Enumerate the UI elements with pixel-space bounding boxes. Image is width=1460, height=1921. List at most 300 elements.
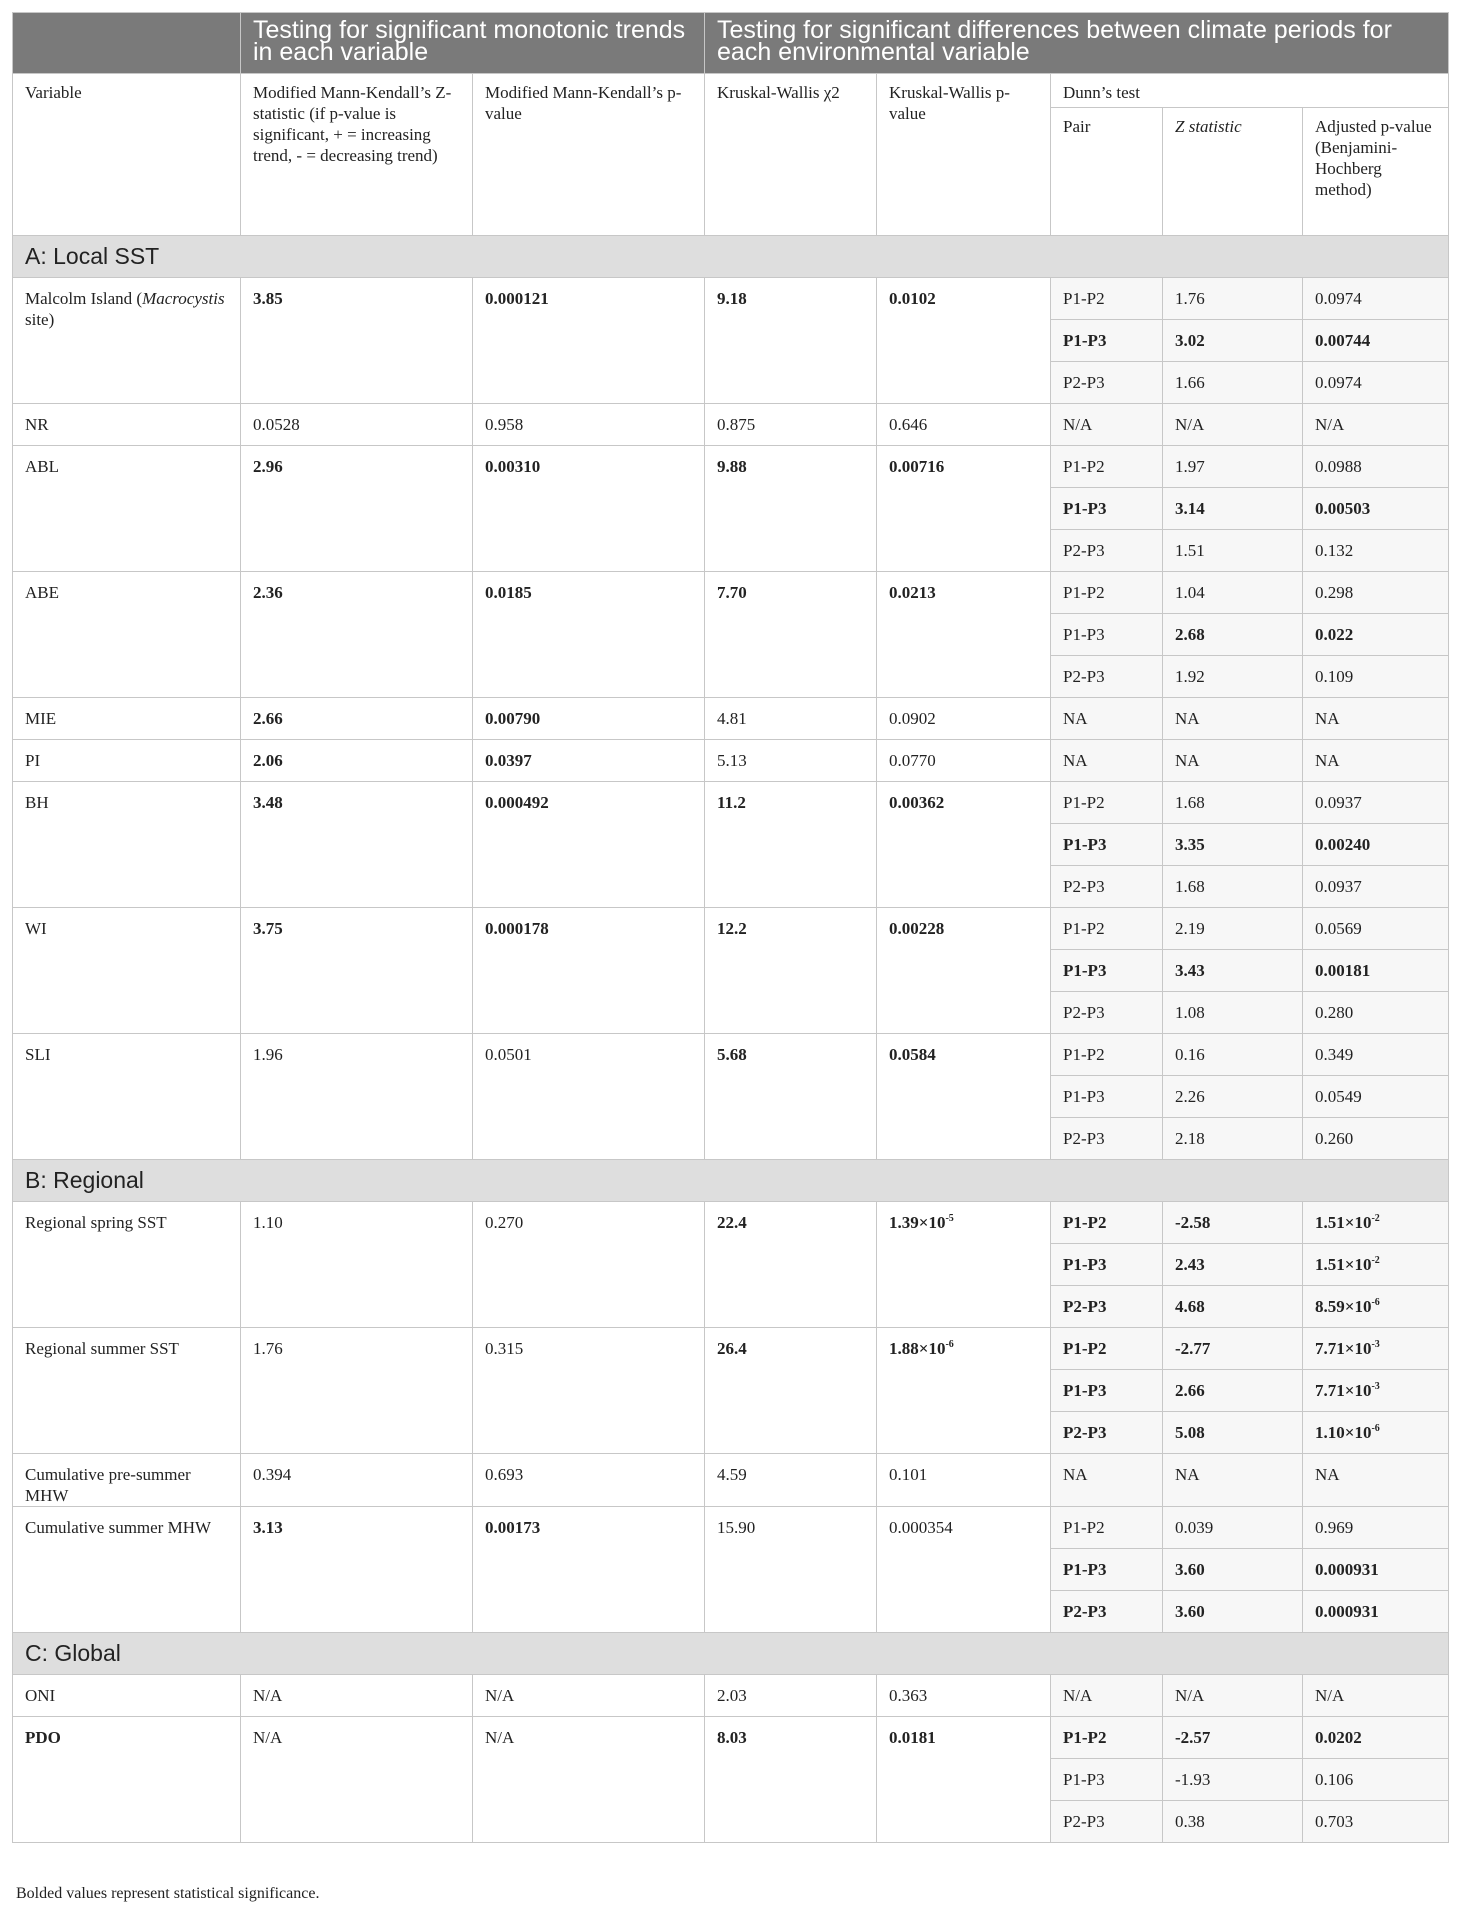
kw-chi-cell: 0.875 bbox=[705, 404, 877, 446]
kw-chi-value: 5.68 bbox=[717, 1045, 747, 1064]
mk-z-cell bbox=[241, 278, 473, 404]
dunn-pair-value: P1-P3 bbox=[1063, 835, 1107, 854]
dunn-pair bbox=[1051, 1202, 1163, 1244]
mk-z-cell bbox=[241, 740, 473, 782]
kw-chi-value: 9.18 bbox=[717, 289, 747, 308]
dunn-z bbox=[1163, 488, 1303, 530]
variable-cell: MIE bbox=[13, 698, 241, 740]
dunn-p-exponent: -2 bbox=[1371, 1255, 1380, 1266]
dunn-pair: P1-P3 bbox=[1051, 1759, 1163, 1801]
dunn-z: NA bbox=[1163, 740, 1303, 782]
dunn-pair: NA bbox=[1051, 740, 1163, 782]
dunn-z bbox=[1163, 1202, 1303, 1244]
mk-z-cell: 1.96 bbox=[241, 1034, 473, 1160]
kw-p-value bbox=[889, 1213, 954, 1232]
dunn-p bbox=[1303, 320, 1449, 362]
table-row bbox=[13, 1675, 1449, 1717]
dunn-pair bbox=[1051, 1549, 1163, 1591]
variable-name-tail: site) bbox=[25, 310, 55, 329]
dunn-p: 0.260 bbox=[1303, 1118, 1449, 1160]
kw-chi-value: 9.88 bbox=[717, 457, 747, 476]
table-row bbox=[13, 1034, 1449, 1076]
mk-z-value: 2.66 bbox=[253, 709, 283, 728]
kw-p-cell bbox=[877, 1717, 1051, 1843]
dunn-z-value: 3.60 bbox=[1175, 1602, 1205, 1621]
table-row bbox=[13, 1454, 1449, 1507]
col-header-mk-z: Modified Mann-Kendall’s Z-statistic (if p-value is significant, + = increasing trend, - = decreasing trend) bbox=[241, 74, 473, 236]
mk-p-cell: 0.693 bbox=[473, 1454, 705, 1507]
col-header-adj-p: Adjusted p-value (Benjamini-Hochberg method) bbox=[1303, 108, 1449, 236]
dunn-p bbox=[1303, 1202, 1449, 1244]
mk-p-cell bbox=[473, 572, 705, 698]
kw-p-cell: 0.363 bbox=[877, 1675, 1051, 1717]
dunn-pair-value: P1-P2 bbox=[1063, 1213, 1107, 1232]
dunn-p bbox=[1303, 950, 1449, 992]
kw-p-cell: 0.101 bbox=[877, 1454, 1051, 1507]
dunn-z-value: -2.58 bbox=[1175, 1213, 1211, 1232]
dunn-z: 1.08 bbox=[1163, 992, 1303, 1034]
dunn-pair bbox=[1051, 824, 1163, 866]
section-label-b: B: Regional bbox=[13, 1160, 1449, 1202]
kw-p-cell bbox=[877, 446, 1051, 572]
kw-chi-value: 12.2 bbox=[717, 919, 747, 938]
dunn-z bbox=[1163, 614, 1303, 656]
variable-cell: NR bbox=[13, 404, 241, 446]
dunn-pair: NA bbox=[1051, 698, 1163, 740]
dunn-p: 0.0937 bbox=[1303, 866, 1449, 908]
kw-p-cell bbox=[877, 278, 1051, 404]
mk-z-value: 2.06 bbox=[253, 751, 283, 770]
variable-cell: Regional summer SST bbox=[13, 1328, 241, 1454]
dunn-p: 0.0549 bbox=[1303, 1076, 1449, 1118]
dunn-z-value: 3.14 bbox=[1175, 499, 1205, 518]
dunn-p bbox=[1303, 1717, 1449, 1759]
section-row-a bbox=[13, 236, 1449, 278]
dunn-p: 0.349 bbox=[1303, 1034, 1449, 1076]
kw-chi-value: 7.70 bbox=[717, 583, 747, 602]
mk-p-cell bbox=[473, 446, 705, 572]
dunn-p bbox=[1303, 1591, 1449, 1633]
dunn-z-value: 3.43 bbox=[1175, 961, 1205, 980]
dunn-pair bbox=[1051, 488, 1163, 530]
dunn-z-value: -2.57 bbox=[1175, 1728, 1211, 1747]
dunn-z: -1.93 bbox=[1163, 1759, 1303, 1801]
kw-p-value: 0.0584 bbox=[889, 1045, 936, 1064]
col-header-dunn: Dunn’s test bbox=[1051, 74, 1449, 108]
dunn-pair bbox=[1051, 1591, 1163, 1633]
dunn-pair bbox=[1051, 1244, 1163, 1286]
dunn-p: N/A bbox=[1303, 404, 1449, 446]
mk-p-value: 0.0397 bbox=[485, 751, 532, 770]
dunn-p bbox=[1303, 824, 1449, 866]
mk-z-cell: N/A bbox=[241, 1675, 473, 1717]
dunn-pair bbox=[1051, 1412, 1163, 1454]
dunn-z: 1.51 bbox=[1163, 530, 1303, 572]
dunn-p: NA bbox=[1303, 698, 1449, 740]
variable-cell bbox=[13, 1717, 241, 1843]
kw-p-value: 0.00228 bbox=[889, 919, 945, 938]
dunn-pair bbox=[1051, 1286, 1163, 1328]
mk-p-cell bbox=[473, 278, 705, 404]
dunn-z: 2.18 bbox=[1163, 1118, 1303, 1160]
dunn-z-value: 3.60 bbox=[1175, 1560, 1205, 1579]
z-italic: Z statistic bbox=[1175, 117, 1242, 136]
col-header-variable: Variable bbox=[13, 74, 241, 236]
dunn-pair-value: P1-P2 bbox=[1063, 1728, 1107, 1747]
dunn-p-value bbox=[1315, 1339, 1380, 1358]
table-row bbox=[13, 908, 1449, 950]
kw-p-cell: 0.000354 bbox=[877, 1507, 1051, 1633]
dunn-p-base: 1.51×10 bbox=[1315, 1255, 1372, 1274]
kw-chi-cell: 2.03 bbox=[705, 1675, 877, 1717]
dunn-p-value: 0.000931 bbox=[1315, 1602, 1379, 1621]
section-label-a: A: Local SST bbox=[13, 236, 1449, 278]
dunn-z: N/A bbox=[1163, 1675, 1303, 1717]
dunn-pair-value: P1-P3 bbox=[1063, 1381, 1107, 1400]
dunn-pair: P2-P3 bbox=[1051, 530, 1163, 572]
mk-p-cell: 0.958 bbox=[473, 404, 705, 446]
variable-cell: PI bbox=[13, 740, 241, 782]
table-container bbox=[12, 12, 1448, 1843]
dunn-pair bbox=[1051, 950, 1163, 992]
dunn-z bbox=[1163, 1244, 1303, 1286]
kw-p-cell: 0.0902 bbox=[877, 698, 1051, 740]
dunn-p-value bbox=[1315, 1297, 1380, 1316]
table-row bbox=[13, 1507, 1449, 1549]
dunn-p-value bbox=[1315, 1381, 1380, 1400]
dunn-p-exponent: -3 bbox=[1371, 1339, 1380, 1350]
kw-p-value bbox=[889, 1339, 954, 1358]
variable-cell: Cumulative summer MHW bbox=[13, 1507, 241, 1633]
kw-chi-cell: 4.59 bbox=[705, 1454, 877, 1507]
mk-p-cell: 0.0501 bbox=[473, 1034, 705, 1160]
column-header-row bbox=[13, 74, 1449, 108]
mk-z-cell bbox=[241, 908, 473, 1034]
dunn-pair: P2-P3 bbox=[1051, 866, 1163, 908]
table-row bbox=[13, 698, 1449, 740]
dunn-pair-value: P2-P3 bbox=[1063, 1423, 1107, 1442]
kw-chi-cell bbox=[705, 572, 877, 698]
col-header-pair: Pair bbox=[1051, 108, 1163, 236]
mk-p-cell bbox=[473, 740, 705, 782]
col-header-kw-chi: Kruskal-Wallis χ2 bbox=[705, 74, 877, 236]
mk-p-value: 0.000492 bbox=[485, 793, 549, 812]
dunn-pair: P2-P3 bbox=[1051, 1118, 1163, 1160]
kw-p-value: 0.0181 bbox=[889, 1728, 936, 1747]
dunn-z: 2.26 bbox=[1163, 1076, 1303, 1118]
section-row-b bbox=[13, 1160, 1449, 1202]
kw-p-cell bbox=[877, 1034, 1051, 1160]
mk-z-value: 3.48 bbox=[253, 793, 283, 812]
mk-p-cell bbox=[473, 908, 705, 1034]
dunn-z bbox=[1163, 1286, 1303, 1328]
dunn-pair: P2-P3 bbox=[1051, 362, 1163, 404]
dunn-pair-value: P2-P3 bbox=[1063, 1297, 1107, 1316]
mk-p-value: 0.00173 bbox=[485, 1518, 541, 1537]
variable-name: Malcolm Island ( bbox=[25, 289, 143, 308]
dunn-p-base: 8.59×10 bbox=[1315, 1297, 1372, 1316]
dunn-p bbox=[1303, 614, 1449, 656]
mk-z-cell bbox=[241, 698, 473, 740]
variable-cell: BH bbox=[13, 782, 241, 908]
kw-chi-cell: 5.13 bbox=[705, 740, 877, 782]
dunn-p-base: 7.71×10 bbox=[1315, 1339, 1372, 1358]
kw-chi-cell: 15.90 bbox=[705, 1507, 877, 1633]
dunn-pair: P1-P2 bbox=[1051, 446, 1163, 488]
dunn-p: 0.132 bbox=[1303, 530, 1449, 572]
mk-p-cell bbox=[473, 698, 705, 740]
dunn-z: 0.16 bbox=[1163, 1034, 1303, 1076]
dunn-z-value: 3.02 bbox=[1175, 331, 1205, 350]
mk-z-cell bbox=[241, 782, 473, 908]
dunn-pair: P2-P3 bbox=[1051, 992, 1163, 1034]
dunn-z bbox=[1163, 1549, 1303, 1591]
kw-chi-cell bbox=[705, 446, 877, 572]
group-header-row bbox=[13, 13, 1449, 74]
dunn-pair: P1-P2 bbox=[1051, 1507, 1163, 1549]
kw-chi-cell bbox=[705, 908, 877, 1034]
dunn-pair: P1-P2 bbox=[1051, 1034, 1163, 1076]
dunn-p bbox=[1303, 1328, 1449, 1370]
dunn-pair: P1-P2 bbox=[1051, 278, 1163, 320]
variable-cell: ONI bbox=[13, 1675, 241, 1717]
table-row bbox=[13, 278, 1449, 320]
col-header-kw-p: Kruskal-Wallis p-value bbox=[877, 74, 1051, 236]
dunn-z-value: 5.08 bbox=[1175, 1423, 1205, 1442]
dunn-pair-value: P1-P3 bbox=[1063, 961, 1107, 980]
mk-z-cell bbox=[241, 1507, 473, 1633]
dunn-pair: P1-P3 bbox=[1051, 1076, 1163, 1118]
group-header-trend: Testing for significant monotonic trends in each variable bbox=[241, 13, 705, 74]
kw-p-value: 0.00716 bbox=[889, 457, 945, 476]
dunn-z: 1.66 bbox=[1163, 362, 1303, 404]
kw-p-cell bbox=[877, 1328, 1051, 1454]
kw-p-value: 0.0213 bbox=[889, 583, 936, 602]
kw-p-cell bbox=[877, 782, 1051, 908]
dunn-p: 0.0974 bbox=[1303, 278, 1449, 320]
kw-p-value: 0.00362 bbox=[889, 793, 945, 812]
kw-p-cell bbox=[877, 1202, 1051, 1328]
table-row bbox=[13, 572, 1449, 614]
variable-name: PDO bbox=[25, 1728, 61, 1747]
dunn-p: 0.0974 bbox=[1303, 362, 1449, 404]
dunn-z-value: 3.35 bbox=[1175, 835, 1205, 854]
dunn-p-value: 0.00503 bbox=[1315, 499, 1371, 518]
kw-p-base: 1.39×10 bbox=[889, 1213, 946, 1232]
dunn-z bbox=[1163, 1591, 1303, 1633]
dunn-z: N/A bbox=[1163, 404, 1303, 446]
dunn-z: NA bbox=[1163, 698, 1303, 740]
kw-chi-cell bbox=[705, 1202, 877, 1328]
kw-p-exponent: -5 bbox=[945, 1213, 954, 1224]
dunn-z: 1.97 bbox=[1163, 446, 1303, 488]
mk-p-cell: 0.315 bbox=[473, 1328, 705, 1454]
dunn-pair: P1-P3 bbox=[1051, 614, 1163, 656]
dunn-p-exponent: -3 bbox=[1371, 1381, 1380, 1392]
variable-cell: Regional spring SST bbox=[13, 1202, 241, 1328]
mk-z-value: 2.96 bbox=[253, 457, 283, 476]
dunn-p: 0.280 bbox=[1303, 992, 1449, 1034]
dunn-z-value: -2.77 bbox=[1175, 1339, 1211, 1358]
table-row bbox=[13, 1717, 1449, 1759]
section-label-c: C: Global bbox=[13, 1633, 1449, 1675]
table-row bbox=[13, 740, 1449, 782]
dunn-p bbox=[1303, 1286, 1449, 1328]
dunn-pair-value: P1-P3 bbox=[1063, 331, 1107, 350]
kw-chi-value: 26.4 bbox=[717, 1339, 747, 1358]
variable-cell: Cumulative pre-summer MHW bbox=[13, 1454, 241, 1507]
mk-z-value: 3.13 bbox=[253, 1518, 283, 1537]
section-row-c bbox=[13, 1633, 1449, 1675]
dunn-pair: N/A bbox=[1051, 404, 1163, 446]
mk-p-cell: N/A bbox=[473, 1717, 705, 1843]
dunn-pair-value: P1-P3 bbox=[1063, 499, 1107, 518]
dunn-p-value bbox=[1315, 1213, 1380, 1232]
dunn-z bbox=[1163, 1370, 1303, 1412]
mk-p-value: 0.00310 bbox=[485, 457, 541, 476]
table-row bbox=[13, 1328, 1449, 1370]
dunn-pair bbox=[1051, 1370, 1163, 1412]
col-header-mk-p: Modified Mann-Kendall’s p-value bbox=[473, 74, 705, 236]
dunn-p-value: 0.000931 bbox=[1315, 1560, 1379, 1579]
dunn-p-exponent: -6 bbox=[1371, 1423, 1380, 1434]
kw-chi-cell bbox=[705, 278, 877, 404]
dunn-pair-value: P2-P3 bbox=[1063, 1602, 1107, 1621]
dunn-p: NA bbox=[1303, 740, 1449, 782]
dunn-z bbox=[1163, 824, 1303, 866]
dunn-z: 2.19 bbox=[1163, 908, 1303, 950]
mk-z-cell: N/A bbox=[241, 1717, 473, 1843]
dunn-p-value: 0.022 bbox=[1315, 625, 1354, 644]
dunn-p: N/A bbox=[1303, 1675, 1449, 1717]
table-row bbox=[13, 1202, 1449, 1244]
mk-z-cell: 1.10 bbox=[241, 1202, 473, 1328]
dunn-z bbox=[1163, 950, 1303, 992]
mk-z-cell: 1.76 bbox=[241, 1328, 473, 1454]
dunn-pair: P2-P3 bbox=[1051, 656, 1163, 698]
kw-p-cell: 0.0770 bbox=[877, 740, 1051, 782]
kw-chi-cell bbox=[705, 1328, 877, 1454]
variable-name-italic: Macrocystis bbox=[142, 289, 225, 308]
dunn-pair bbox=[1051, 1328, 1163, 1370]
dunn-z: 1.68 bbox=[1163, 782, 1303, 824]
kw-p-value: 0.0102 bbox=[889, 289, 936, 308]
kw-p-exponent: -6 bbox=[945, 1339, 954, 1350]
variable-cell: WI bbox=[13, 908, 241, 1034]
dunn-z bbox=[1163, 1328, 1303, 1370]
dunn-p bbox=[1303, 1370, 1449, 1412]
dunn-p bbox=[1303, 1412, 1449, 1454]
dunn-z bbox=[1163, 1412, 1303, 1454]
dunn-z-value: 2.43 bbox=[1175, 1255, 1205, 1274]
variable-cell: ABL bbox=[13, 446, 241, 572]
dunn-p: 0.703 bbox=[1303, 1801, 1449, 1843]
dunn-p-value bbox=[1315, 1255, 1380, 1274]
mk-z-value: 3.85 bbox=[253, 289, 283, 308]
mk-p-value: 0.000178 bbox=[485, 919, 549, 938]
dunn-z bbox=[1163, 320, 1303, 362]
dunn-z: 1.68 bbox=[1163, 866, 1303, 908]
dunn-p-value: 0.0202 bbox=[1315, 1728, 1362, 1747]
dunn-p bbox=[1303, 1244, 1449, 1286]
dunn-pair-value: P1-P3 bbox=[1063, 1255, 1107, 1274]
dunn-z bbox=[1163, 1717, 1303, 1759]
table-footnote: Bolded values represent statistical significance. bbox=[16, 1885, 320, 1902]
table-row bbox=[13, 404, 1449, 446]
dunn-pair: P2-P3 bbox=[1051, 1801, 1163, 1843]
mk-p-cell bbox=[473, 1507, 705, 1633]
dunn-pair bbox=[1051, 1717, 1163, 1759]
dunn-p-value: 0.00181 bbox=[1315, 961, 1371, 980]
dunn-p-base: 1.10×10 bbox=[1315, 1423, 1372, 1442]
dunn-p: 0.298 bbox=[1303, 572, 1449, 614]
dunn-p-exponent: -2 bbox=[1371, 1213, 1380, 1224]
table-row bbox=[13, 782, 1449, 824]
dunn-p: 0.0937 bbox=[1303, 782, 1449, 824]
dunn-p: 0.0569 bbox=[1303, 908, 1449, 950]
kw-chi-value: 22.4 bbox=[717, 1213, 747, 1232]
mk-p-cell: 0.270 bbox=[473, 1202, 705, 1328]
group-header-differences: Testing for significant differences between climate periods for each environmental variable bbox=[705, 13, 1449, 74]
dunn-p: 0.969 bbox=[1303, 1507, 1449, 1549]
kw-chi-value: 8.03 bbox=[717, 1728, 747, 1747]
dunn-p-base: 7.71×10 bbox=[1315, 1381, 1372, 1400]
mk-z-cell bbox=[241, 446, 473, 572]
dunn-z-value: 2.68 bbox=[1175, 625, 1205, 644]
kw-chi-cell bbox=[705, 1717, 877, 1843]
variable-cell: SLI bbox=[13, 1034, 241, 1160]
dunn-z: NA bbox=[1163, 1454, 1303, 1507]
group-header-blank bbox=[13, 13, 241, 74]
kw-p-cell: 0.646 bbox=[877, 404, 1051, 446]
dunn-pair: NA bbox=[1051, 1454, 1163, 1507]
dunn-pair: P1-P2 bbox=[1051, 908, 1163, 950]
dunn-z: 1.04 bbox=[1163, 572, 1303, 614]
mk-z-value: 2.36 bbox=[253, 583, 283, 602]
kw-p-base: 1.88×10 bbox=[889, 1339, 946, 1358]
kw-chi-cell bbox=[705, 1034, 877, 1160]
dunn-p-value: 0.00240 bbox=[1315, 835, 1371, 854]
dunn-pair: P1-P2 bbox=[1051, 572, 1163, 614]
dunn-p bbox=[1303, 1549, 1449, 1591]
dunn-z: 1.92 bbox=[1163, 656, 1303, 698]
kw-chi-value: 11.2 bbox=[717, 793, 746, 812]
mk-z-cell: 0.394 bbox=[241, 1454, 473, 1507]
dunn-pair bbox=[1051, 320, 1163, 362]
mk-p-cell bbox=[473, 782, 705, 908]
dunn-z-value: 2.66 bbox=[1175, 1381, 1205, 1400]
dunn-p bbox=[1303, 488, 1449, 530]
dunn-z: 0.039 bbox=[1163, 1507, 1303, 1549]
kw-chi-cell: 4.81 bbox=[705, 698, 877, 740]
kw-chi-cell bbox=[705, 782, 877, 908]
mk-z-cell: 0.0528 bbox=[241, 404, 473, 446]
dunn-pair: N/A bbox=[1051, 1675, 1163, 1717]
table-row bbox=[13, 446, 1449, 488]
variable-cell: ABE bbox=[13, 572, 241, 698]
mk-p-value: 0.0185 bbox=[485, 583, 532, 602]
dunn-p-value: 0.00744 bbox=[1315, 331, 1371, 350]
results-table bbox=[12, 12, 1449, 1843]
dunn-p: NA bbox=[1303, 1454, 1449, 1507]
dunn-p: 0.109 bbox=[1303, 656, 1449, 698]
mk-z-cell bbox=[241, 572, 473, 698]
dunn-pair: P1-P2 bbox=[1051, 782, 1163, 824]
col-header-z-stat bbox=[1163, 108, 1303, 236]
mk-z-value: 3.75 bbox=[253, 919, 283, 938]
kw-p-cell bbox=[877, 908, 1051, 1034]
mk-p-cell: N/A bbox=[473, 1675, 705, 1717]
